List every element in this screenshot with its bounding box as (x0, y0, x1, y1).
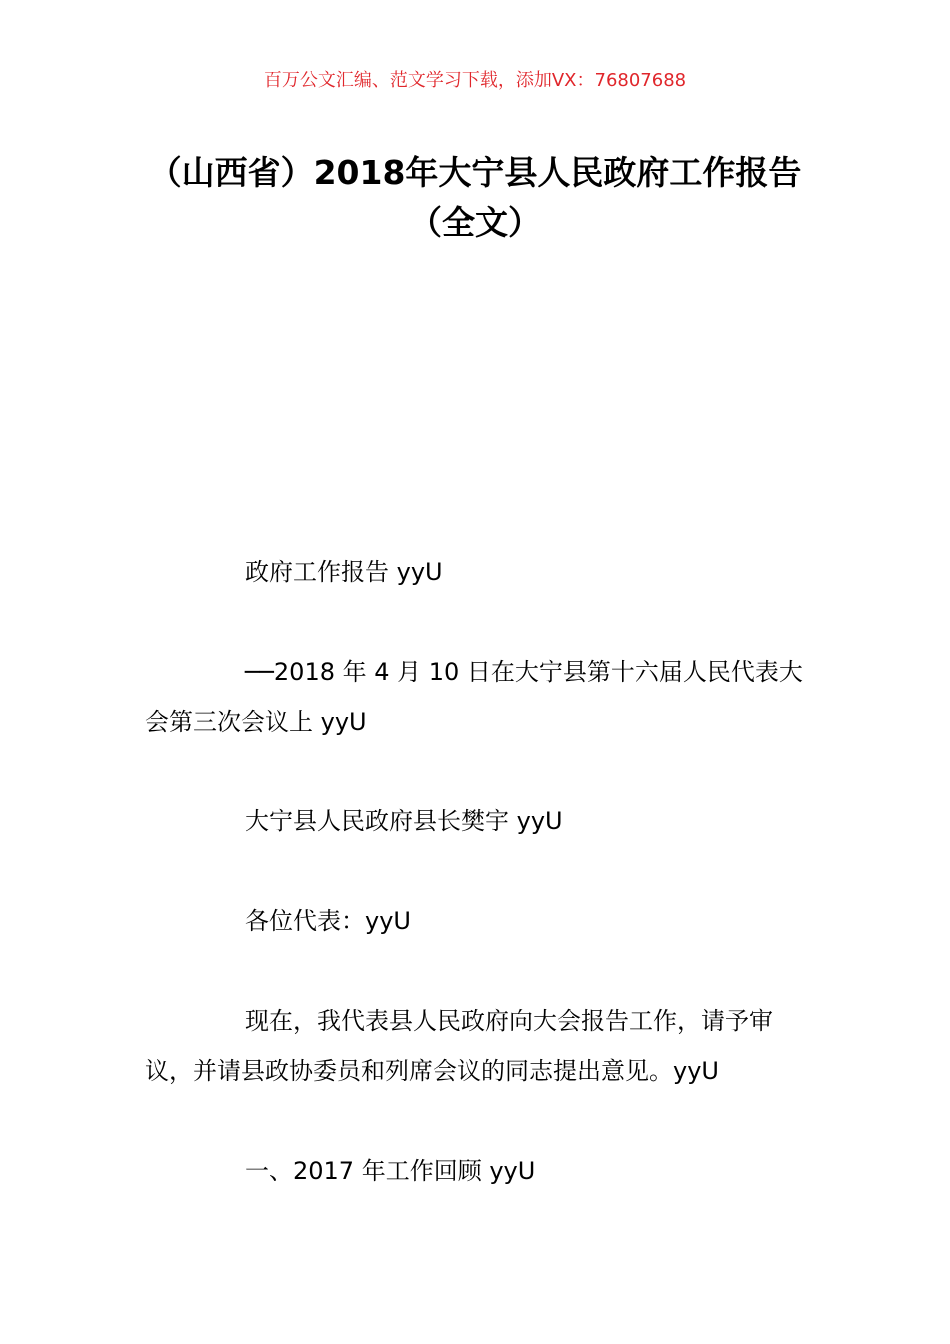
header-banner: 百万公文汇编、范文学习下载，添加VX：76807688 (263, 70, 687, 91)
paragraph-section-heading: 一、2017 年工作回顾 yyU (245, 1157, 536, 1185)
paragraph-meeting-info: ──2018 年 4 月 10 日在大宁县第十六届人民代表大会第三次会议上 yyU (145, 658, 803, 736)
paragraph-report-heading: 政府工作报告 yyU (245, 558, 443, 586)
paragraph-opening: 现在，我代表县人民政府向大会报告工作，请予审议，并请县政协委员和列席会议的同志提出意见。yyU (145, 1007, 773, 1085)
document-title: （山西省）2018年大宁县人民政府工作报告（全文） (148, 153, 802, 242)
paragraph-salutation: 各位代表：yyU (245, 907, 411, 935)
paragraph-speaker: 大宁县人民政府县长樊宇 yyU (245, 807, 563, 835)
